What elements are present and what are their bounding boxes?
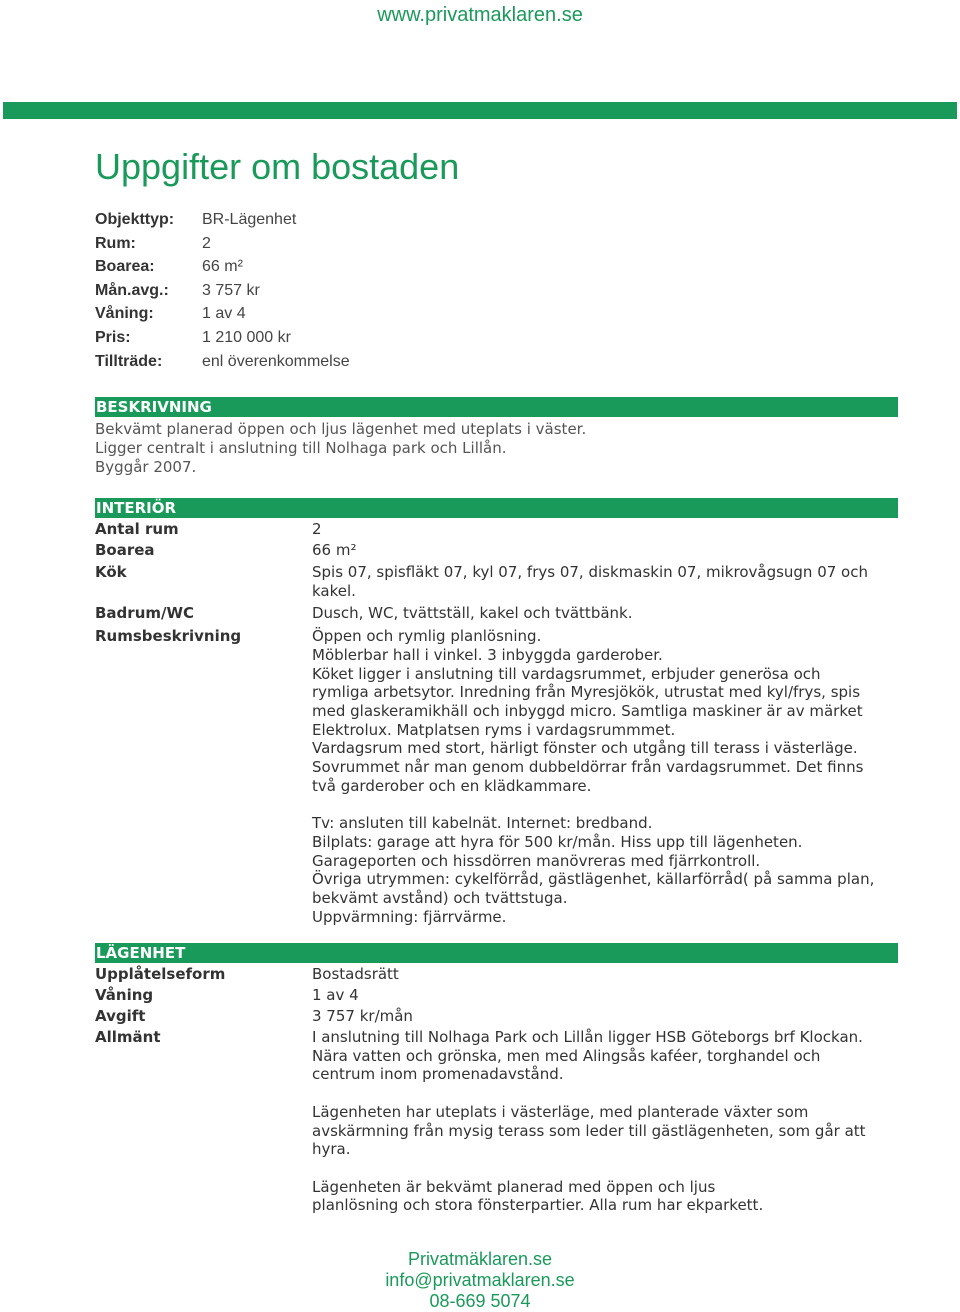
value-line: Sovrummet når man genom dubbeldörrar från vardagsrummet. Det finns [312,758,864,777]
fact-value: 1 210 000 kr [202,328,291,346]
fact-row [95,350,350,374]
value-line: Lägenheten är bekvämt planerad med öppen och ljus [312,1177,716,1196]
row-label: Kök [95,563,127,581]
footer-phone: 08-669 5074 [429,1291,531,1311]
value-line: rymliga arbetsytor. Inredning från Myresjökök, utrustat med kyl/frys, spis [312,683,861,702]
interior-table [95,519,905,561]
row-value: 66 m² [312,541,357,559]
fact-row [95,279,350,303]
value-line: Nära vatten och grönska, men med Alingsås kaféer, torghandel och [312,1046,821,1065]
facts-table [95,208,350,373]
section-heading-interior: INTERIÖR [95,498,898,518]
fact-value: 2 [202,234,211,252]
row-label: Våning [95,986,154,1004]
row-value [312,563,905,600]
value-line: centrum inom promenadavstånd. [312,1065,564,1084]
value-line: Öppen och rymlig planlösning. [312,627,542,646]
interior-row-antal-rum [95,519,905,540]
fact-value: 3 757 kr [202,281,260,299]
fact-label: Våning: [95,305,154,323]
interior-table-cont [95,563,905,926]
value-line: Vardagsrum med stort, härligt fönster och utgång till terass i västerläge. [312,739,858,758]
value-line: I anslutning till Nolhaga Park och Lillån ligger HSB Göteborgs brf Klockan. [312,1028,863,1046]
row-label: Rumsbeskrivning [95,627,242,646]
fact-value: 66 m² [202,258,243,276]
row-label: Avgift [95,1007,146,1025]
fact-row [95,255,350,279]
value-line: planlösning och stora fönsterpartier. Alla rum har ekparkett. [312,1196,764,1215]
fact-label: Pris: [95,328,131,346]
description-text [95,420,895,477]
fact-label: Rum: [95,234,136,252]
fact-label: Objekttyp: [95,211,175,228]
fact-label: Mån.avg.: [95,281,169,299]
interior-row-badrum [95,604,905,623]
lagenhet-row-upplatelseform [95,964,905,985]
value-line: bekvämt avstånd) och tvättstuga. [312,888,568,907]
value-line: Bilplats: garage att hyra för 500 kr/mån. Hiss upp till lägenheten. [312,832,803,851]
value-line: Garageporten och hissdörren manövreras med fjärrkontroll. [312,851,761,870]
fact-value: 1 av 4 [202,305,246,323]
row-value [312,1028,905,1215]
row-value: Dusch, WC, tvättställ, kakel och tvättbänk. [312,604,633,623]
fact-value: enl överenkommelse [202,352,350,370]
value-line: med glaskeramikhäll och inbyggd micro. Samtliga maskiner är av märket [312,701,863,720]
header-bar [3,102,957,119]
fact-label: Tillträde: [95,352,163,370]
fact-row [95,326,350,350]
value-line: Elektrolux. Matplatsen ryms i vardagsrummmet. [312,720,676,739]
row-value: 2 [312,520,322,538]
row-value [312,627,905,926]
interior-row-kok [95,563,905,600]
site-url-link[interactable]: www.privatmaklaren.se [377,4,583,26]
lagenhet-row-allmant [95,1028,905,1215]
value-line: Köket ligger i anslutning till vardagsrummet, erbjuder generösa och [312,664,821,683]
value-line: Lägenheten har uteplats i västerläge, med planterade växter som [312,1102,809,1121]
value-line: Övriga utrymmen: cykelförråd, gästlägenhet, källarförråd( på samma plan, [312,870,875,889]
section-heading-beskrivning: BESKRIVNING [95,397,898,417]
value-line: Tv: ansluten till kabelnät. Internet: bredband. [312,814,653,833]
footer-email-link[interactable]: info@privatmaklaren.se [385,1270,575,1290]
lagenhet-allmant [95,1028,905,1215]
row-value: 3 757 kr/mån [312,1007,413,1025]
fact-label: Boarea: [95,258,155,276]
lagenhet-table [95,964,905,1027]
row-value: Bostadsrätt [312,965,399,983]
fact-row [95,232,350,256]
page-title: Uppgifter om bostaden [95,146,460,187]
value-line: Uppvärmning: fjärrvärme. [312,907,507,926]
fact-value: BR-Lägenhet [202,211,297,228]
lagenhet-row-avgift [95,1006,905,1027]
section-heading-lagenhet: LÄGENHET [95,943,898,963]
row-label: Antal rum [95,520,179,538]
row-label: Upplåtelseform [95,965,226,983]
row-label: Boarea [95,541,155,559]
row-label: Badrum/WC [95,604,195,623]
fact-row [95,208,350,232]
description-line: Byggår 2007. [95,458,197,476]
description-line: Ligger centralt i anslutning till Nolhaga park och Lillån. [95,439,507,457]
interior-row-boarea [95,540,905,561]
interior-row-rumsbeskrivning [95,627,905,926]
value-line: avskärmning från mysig terass som leder till gästlägenheten, som går att [312,1121,866,1140]
value-line: hyra. [312,1140,351,1159]
description-line: Bekvämt planerad öppen och ljus lägenhet med uteplats i väster. [95,420,587,438]
row-label: Allmänt [95,1028,161,1046]
lagenhet-row-vaning [95,985,905,1006]
value-line: Spis 07, spisfläkt 07, kyl 07, frys 07, diskmaskin 07, mikrovågsugn 07 och [312,563,868,581]
value-line: två garderober och en klädkammare. [312,776,592,795]
row-value: 1 av 4 [312,986,359,1004]
footer-company-name: Privatmäklaren.se [407,1249,553,1269]
value-line: Möblerbar hall i vinkel. 3 inbyggda garderober. [312,645,663,664]
fact-row [95,302,350,326]
value-line: kakel. [312,581,356,600]
